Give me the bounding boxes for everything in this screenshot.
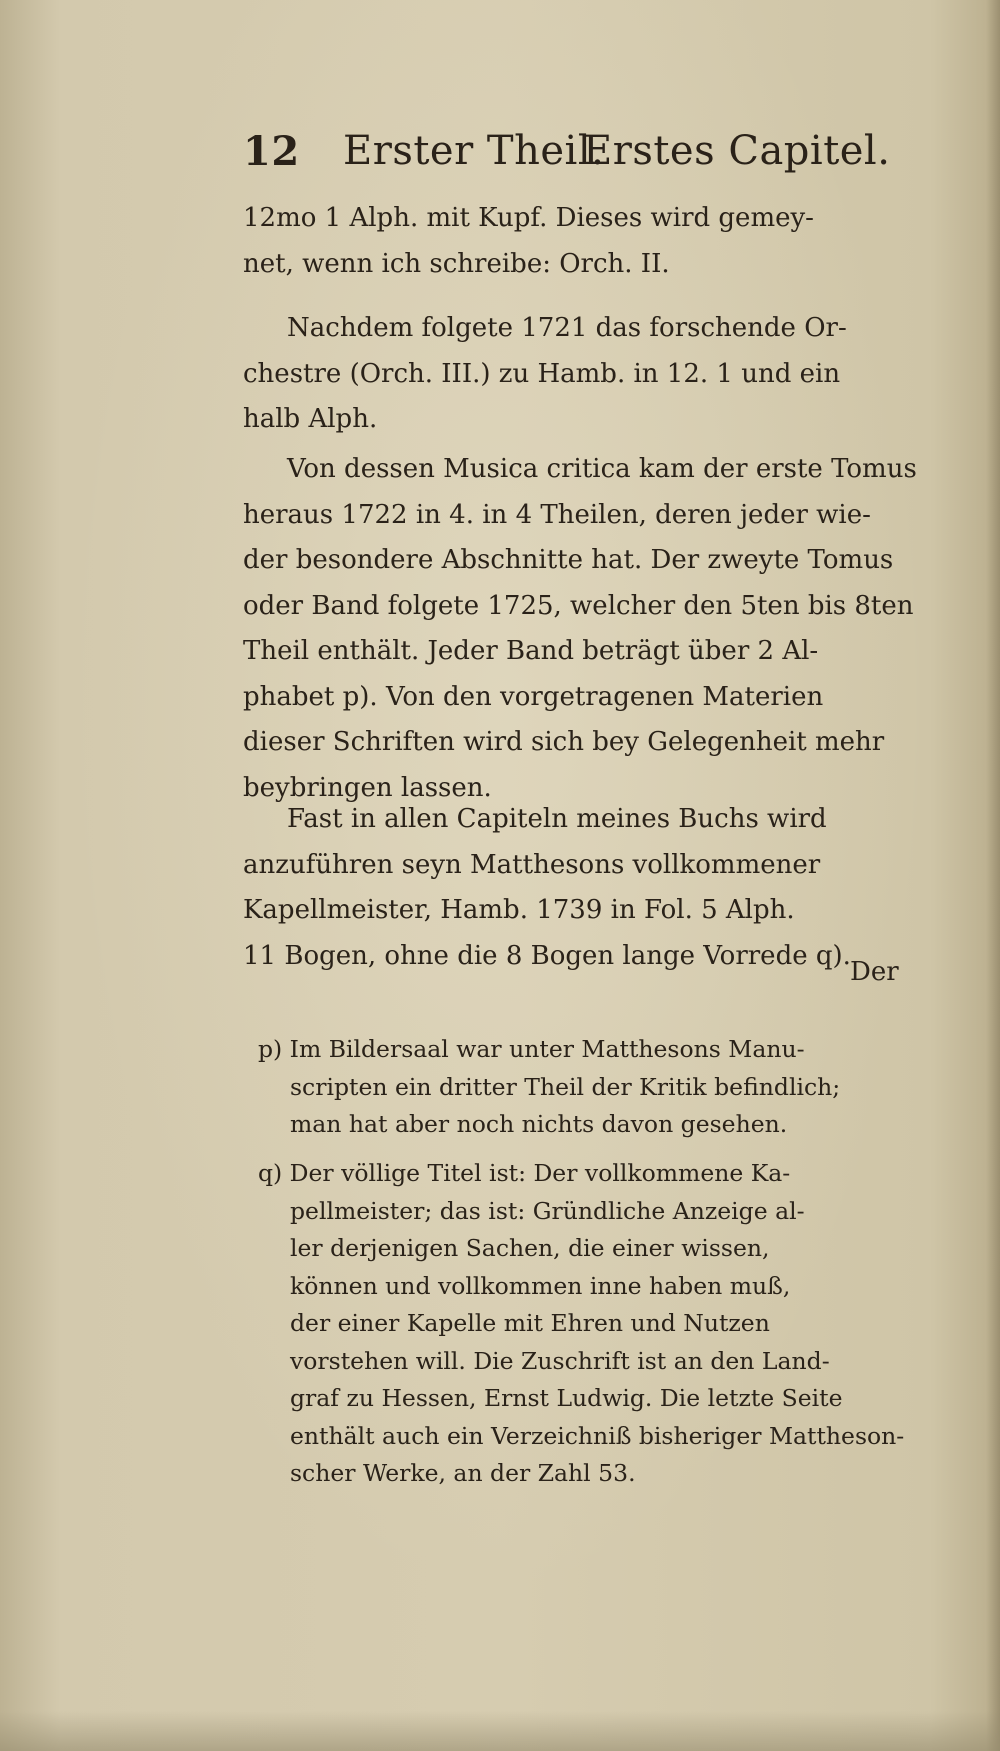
footnote-line: scher Werke, an der Zahl 53. [290,1459,636,1487]
footnote-p [258,1031,918,1144]
text-line: beybringen lassen. [243,772,492,803]
footnote-line: graf zu Hessen, Ernst Ludwig. Die letzte Seite [290,1384,843,1412]
paragraph-4 [243,797,923,979]
running-header [243,128,891,180]
page-spine-shadow [986,0,1000,1751]
footnote-line: können und vollkommen inne haben muß, [290,1271,791,1300]
text-line: Von dessen Musica critica kam der erste Tomus [287,454,917,484]
paragraph-2 [243,306,923,443]
text-line: oder Band folgete 1725, welcher den 5ten bis 8ten [243,590,914,621]
header-part-title: Erster Theil. [343,128,605,174]
text-line: heraus 1722 in 4. in 4 Theilen, deren jeder wie- [243,499,871,530]
footnote-line: ler derjenigen Sachen, die einer wissen, [290,1234,770,1262]
text-line: Kapellmeister, Hamb. 1739 in Fol. 5 Alph. [243,895,795,925]
footnote-line: q) Der völlige Titel ist: Der vollkommene Ka- [258,1159,791,1187]
page-number: 12 [243,128,300,175]
footnote-line: enthält auch ein Verzeichniß bisheriger Mattheson- [290,1421,905,1450]
footnote-line: man hat aber noch nichts davon gesehen. [290,1110,788,1138]
text-line: halb Alph. [243,404,378,434]
footnote-line: der einer Kapelle mit Ehren und Nutzen [290,1309,770,1337]
text-line: net, wenn ich schreibe: Orch. II. [243,248,670,279]
footnote-line: p) Im Bildersaal war unter Matthesons Manu- [258,1035,805,1063]
footnote-line: vorstehen will. Die Zuschrift ist an den Land- [290,1346,830,1375]
text-line: dieser Schriften wird sich bey Gelegenheit mehr [243,727,885,757]
text-line: 11 Bogen, ohne die 8 Bogen lange Vorrede q). [243,940,851,971]
text-line: Fast in allen Capiteln meines Buchs wird [287,804,827,834]
text-line: der besondere Abschnitte hat. Der zweyte Tomus [243,545,894,575]
footnote-line: scripten ein dritter Theil der Kritik befindlich; [290,1072,841,1101]
text-line: Nachdem folgete 1721 das forschende Or- [287,313,847,343]
header-chapter-title: Erstes Capitel. [583,128,891,174]
catchword: Der [850,957,899,987]
page-bottom-edge [0,1711,1000,1751]
text-line: 12mo 1 Alph. mit Kupf. Dieses wird gemey- [243,203,814,233]
text-line: chestre (Orch. III.) zu Hamb. in 12. 1 und ein [243,358,841,389]
text-line: phabet p). Von den vorgetragenen Materien [243,681,824,712]
paragraph-1 [243,196,923,287]
footnote-line: pellmeister; das ist: Gründliche Anzeige al- [290,1196,805,1225]
paragraph-3 [243,447,923,811]
text-line: Theil enthält. Jeder Band beträgt über 2 Al- [243,636,819,666]
footnote-q [258,1155,918,1493]
text-line: anzuführen seyn Matthesons vollkommener [243,849,821,880]
